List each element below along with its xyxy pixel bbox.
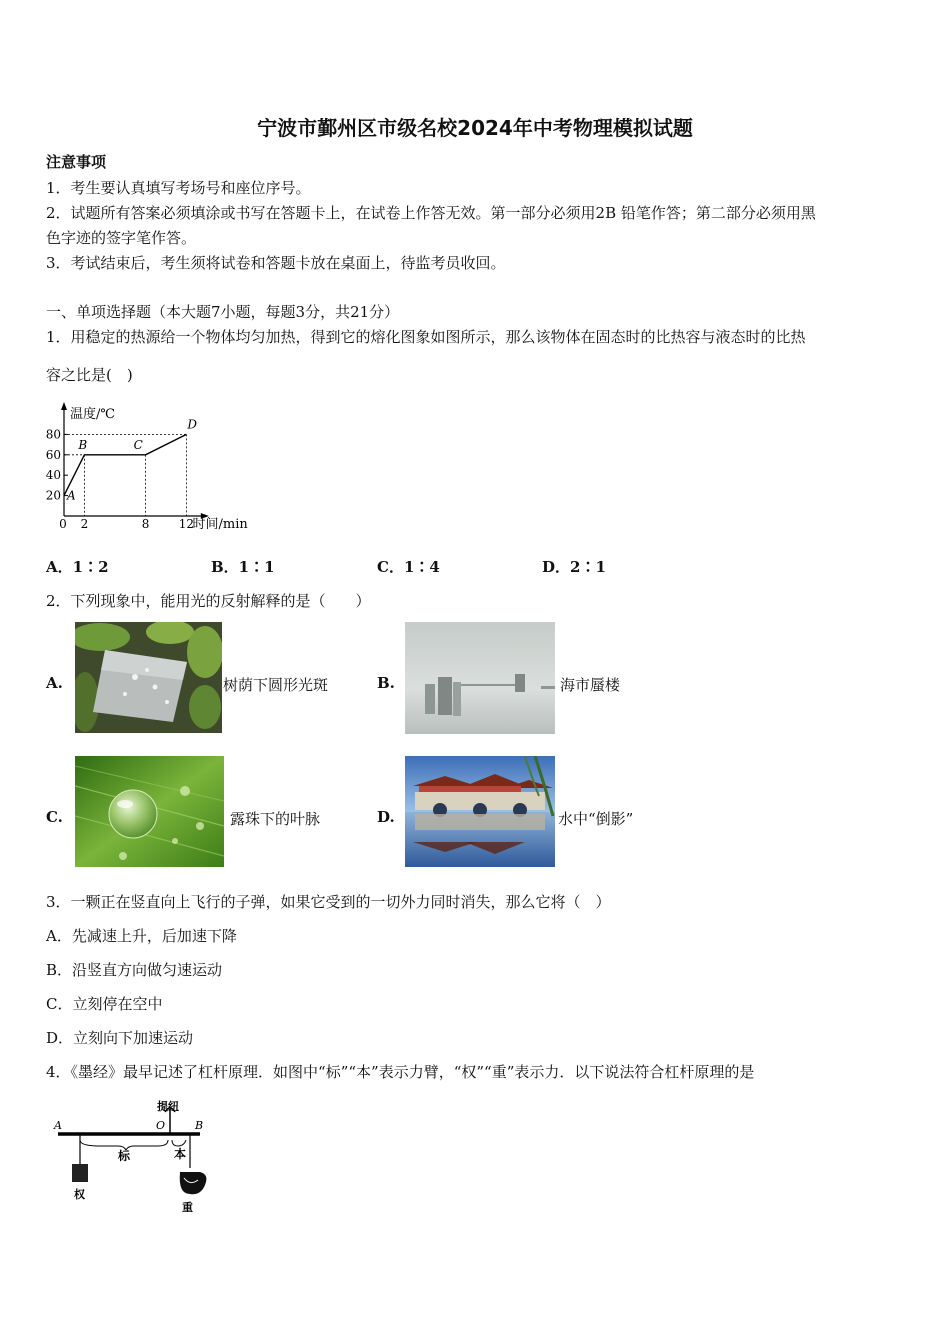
lever-zhong-label: 重 [182,1201,193,1214]
lever-ben-label: 本 [174,1147,187,1161]
question-4-stem: 4．《墨经》最早记述了杠杆原理．如图中“标”“本”表示力臂，“权”“重”表示力．以下说法符合杠杆原理的是 [46,1063,755,1081]
tree-shade-photo [75,622,222,733]
question-1-option-a[interactable]: A．1∶2 [46,558,109,576]
chart-y-label: 温度/℃ [70,407,115,422]
question-2-option-a-caption: 树荫下圆形光斑 [223,676,329,694]
lever-point-o-label: O [156,1119,166,1132]
chart-y-tick-label-1: 40 [45,468,61,483]
chart-x-tick-label-0: 0 [59,517,67,531]
question-1-line2: 容之比是( ) [46,366,133,384]
section-heading: 一、单项选择题（本大题7小题，每题3分，共21分） [46,303,400,321]
chart-point-label-a: A [67,488,76,503]
question-2-stem: 2．下列现象中，能用光的反射解释的是（ ） [46,592,371,610]
notice-item-2-cont: 色字迹的签字笔作答。 [46,229,197,247]
chart-point-label-c: C [133,437,143,452]
question-1-option-b[interactable]: B．1∶1 [211,558,275,576]
chart-y-tick-label-2: 60 [45,447,61,462]
question-1-option-d[interactable]: D．2∶1 [542,558,606,576]
chart-y-tick-label-3: 80 [45,427,61,442]
question-3-option-a[interactable]: A．先减速上升，后加速下降 [46,927,237,945]
dewdrop-photo [75,756,224,867]
notice-item-1: 1．考生要认真填写考场号和座位序号。 [46,179,311,197]
page-title: 宁波市鄞州区市级名校2024年中考物理模拟试题 [257,116,693,140]
notice-heading: 注意事项 [46,153,107,171]
chart-y-tick-label-0: 20 [45,488,61,503]
notice-item-2: 2．试题所有答案必须填涂或书写在答题卡上，在试卷上作答无效。第一部分必须用2B 铅笔作答；第二部分必须用黑 [46,204,816,222]
melting-chart [40,398,280,538]
chart-point-label-b: B [78,437,88,452]
lever-point-b-label: B [195,1119,204,1132]
lever-handle-label: 提纽 [157,1100,179,1113]
lever-diagram [50,1094,230,1219]
lever-point-a-label: A [54,1119,62,1132]
question-1-option-c[interactable]: C．1∶4 [377,558,440,576]
question-3-stem: 3．一颗正在竖直向上飞行的子弹，如果它受到的一切外力同时消失，那么它将（ ） [46,893,611,911]
question-2-option-b-caption: 海市蜃楼 [560,676,621,694]
chart-x-tick-label-1: 2 [80,517,89,531]
question-3-option-b[interactable]: B．沿竖直方向做匀速运动 [46,961,223,979]
notice-item-3: 3．考试结束后，考生须将试卷和答题卡放在桌面上，待监考员收回。 [46,254,506,272]
question-3-option-d[interactable]: D．立刻向下加速运动 [46,1029,194,1047]
chart-y-arrow [61,402,67,410]
reflection-photo [405,756,555,867]
question-2-option-c-letter[interactable]: C. [46,808,63,826]
mirage-photo [405,622,555,734]
question-1-line1: 1．用稳定的热源给一个物体均匀加热，得到它的熔化图象如图所示，那么该物体在固态时的比热容与液态时的比热 [46,328,806,346]
question-2-option-d-letter[interactable]: D. [377,808,395,826]
chart-x-label: 时间/min [192,517,248,532]
question-2-option-b-letter[interactable]: B. [377,674,395,692]
question-2-option-d-caption: 水中“倒影” [558,810,634,828]
question-2-option-c-caption: 露珠下的叶脉 [230,810,321,828]
chart-x-tick-label-3: 12 [178,517,195,531]
question-2-option-a-letter[interactable]: A. [46,674,63,692]
question-3-option-c[interactable]: C．立刻停在空中 [46,995,163,1013]
chart-point-label-d: D [187,417,198,432]
lever-quan-label: 权 [74,1188,85,1201]
chart-x-tick-label-2: 8 [141,517,150,531]
lever-biao-label: 标 [118,1149,131,1163]
